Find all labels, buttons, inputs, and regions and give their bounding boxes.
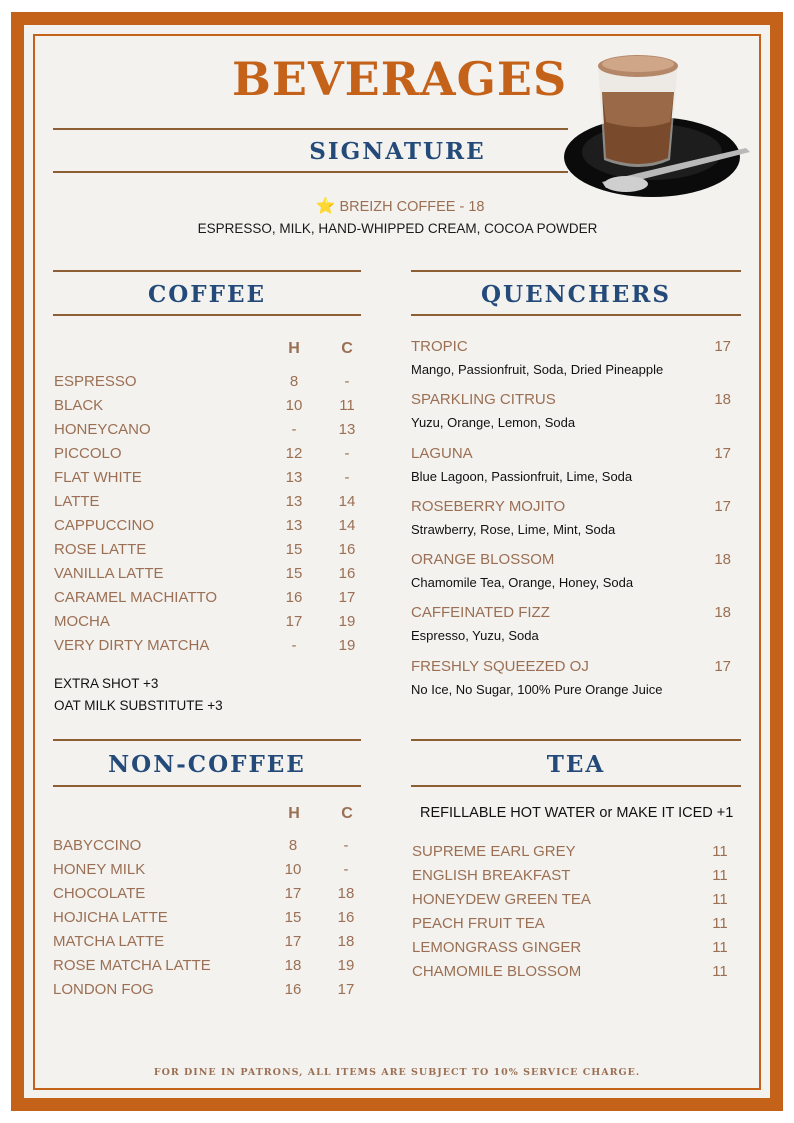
item-name: LONDON FOG (53, 981, 154, 998)
item-cold-price: - (344, 445, 350, 462)
list-item (54, 538, 364, 562)
list-item (411, 498, 731, 551)
item-price: 11 (712, 963, 728, 980)
item-name: VERY DIRTY MATCHA (54, 637, 210, 654)
signature-item (190, 196, 610, 216)
list-item (53, 906, 363, 930)
item-hot-price: 8 (288, 837, 298, 854)
item-name: ROSEBERRY MOJITO (411, 497, 566, 515)
item-hot-price: 17 (284, 933, 302, 950)
list-item (53, 882, 363, 906)
item-price: 18 (714, 391, 731, 409)
item-name: CAPPUCCINO (54, 517, 155, 534)
noncoffee-col-hot: H (288, 805, 300, 822)
item-name: MOCHA (54, 613, 110, 630)
item-name: MATCHA LATTE (53, 933, 165, 950)
item-name: ROSE LATTE (54, 541, 147, 558)
item-hot-price: 13 (285, 469, 303, 486)
item-description: No Ice, No Sugar, 100% Pure Orange Juice (411, 681, 663, 697)
coffee-rule-bottom (53, 314, 361, 316)
item-hot-price: 13 (285, 493, 303, 510)
item-hot-price: 15 (284, 909, 302, 926)
list-item (54, 370, 364, 394)
list-item (53, 834, 363, 858)
signature-rule-bottom (53, 171, 568, 173)
item-hot-price: 15 (285, 565, 303, 582)
item-price: 11 (712, 843, 728, 860)
item-cold-price: 18 (337, 885, 355, 902)
item-cold-price: - (344, 469, 350, 486)
item-name: VANILLA LATTE (54, 565, 164, 582)
item-price: 17 (714, 444, 731, 462)
item-hot-price: 16 (285, 589, 303, 606)
tea-rule-top (411, 739, 741, 741)
item-price: 18 (714, 551, 731, 569)
list-item (411, 391, 731, 444)
signature-heading: SIGNATURE (309, 138, 486, 165)
item-cold-price: 13 (338, 421, 356, 438)
item-cold-price: 19 (337, 957, 355, 974)
list-item (54, 634, 364, 658)
signature-rule-top (53, 128, 568, 130)
item-hot-price: 15 (285, 541, 303, 558)
item-price: 17 (714, 497, 731, 515)
list-item (54, 490, 364, 514)
tea-list (412, 840, 732, 984)
list-item (54, 442, 364, 466)
item-name: LATTE (54, 493, 100, 510)
item-hot-price: 12 (285, 445, 303, 462)
item-name: FRESHLY SQUEEZED OJ (411, 657, 589, 675)
item-price: 11 (712, 867, 728, 884)
quenchers-heading: QUENCHERS (481, 281, 671, 308)
item-cold-price: - (343, 837, 349, 854)
item-cold-price: 19 (338, 613, 356, 630)
item-name: TROPIC (411, 338, 468, 355)
item-name: PICCOLO (54, 445, 122, 462)
list-item (412, 888, 732, 912)
item-cold-price: - (343, 861, 349, 878)
item-name: CHAMOMILE BLOSSOM (412, 963, 582, 980)
tea-note: REFILLABLE HOT WATER or MAKE IT ICED +1 (420, 805, 734, 821)
noncoffee-rule-top (53, 739, 361, 741)
list-item (53, 978, 363, 1002)
item-hot-price: 10 (284, 861, 302, 878)
item-cold-price: 19 (338, 637, 356, 654)
list-item (411, 658, 731, 711)
coffee-rule-top (53, 270, 361, 272)
noncoffee-rule-bottom (53, 785, 361, 787)
service-charge-footer: FOR DINE IN PATRONS, ALL ITEMS ARE SUBJECT TO 10% SERVICE CHARGE. (153, 1067, 641, 1078)
item-description: Yuzu, Orange, Lemon, Soda (411, 415, 576, 431)
item-name: SUPREME EARL GREY (412, 843, 576, 860)
list-item (54, 610, 364, 634)
list-item (54, 514, 364, 538)
coffee-col-cold: C (341, 340, 353, 357)
item-hot-price: 10 (285, 397, 303, 414)
item-cold-price: 18 (337, 933, 355, 950)
item-name: ESPRESSO (54, 373, 137, 390)
item-name: HONEYDEW GREEN TEA (412, 891, 591, 908)
item-description: Strawberry, Rose, Lime, Mint, Soda (411, 521, 616, 537)
noncoffee-col-cold: C (341, 805, 353, 822)
item-name: CHOCOLATE (53, 885, 146, 902)
item-description: Espresso, Yuzu, Soda (411, 628, 539, 644)
item-cold-price: 17 (337, 981, 355, 998)
item-cold-price: 16 (338, 565, 356, 582)
list-item (54, 562, 364, 586)
item-name: HONEYCANO (54, 421, 151, 438)
item-name: CARAMEL MACHIATTO (54, 589, 218, 606)
list-item (54, 394, 364, 418)
item-description: Mango, Passionfruit, Soda, Dried Pineapple (411, 362, 664, 377)
item-hot-price: - (291, 637, 297, 654)
tea-heading: TEA (546, 751, 606, 778)
item-hot-price: 13 (285, 517, 303, 534)
item-name: HONEY MILK (53, 861, 146, 878)
list-item (54, 466, 364, 490)
item-cold-price: 16 (338, 541, 356, 558)
list-item (54, 418, 364, 442)
list-item (412, 912, 732, 936)
page-title: BEVERAGES (232, 52, 568, 106)
item-name: BLACK (54, 397, 104, 414)
item-hot-price: 16 (284, 981, 302, 998)
item-hot-price: 18 (284, 957, 302, 974)
coffee-heading: COFFEE (147, 281, 267, 308)
item-name: HOJICHA LATTE (53, 909, 168, 926)
item-name: ORANGE BLOSSOM (411, 551, 555, 569)
coffee-col-hot: H (288, 340, 300, 357)
noncoffee-heading: NON-COFFEE (108, 751, 306, 778)
item-description: Blue Lagoon, Passionfruit, Lime, Soda (411, 468, 633, 484)
item-hot-price: - (291, 421, 297, 438)
item-cold-price: 14 (338, 517, 356, 534)
item-price: 11 (712, 939, 728, 956)
list-item (412, 960, 732, 984)
item-hot-price: 17 (285, 613, 303, 630)
item-name: PEACH FRUIT TEA (412, 915, 545, 932)
list-item (411, 551, 731, 604)
quenchers-list (411, 338, 731, 711)
list-item (411, 604, 731, 657)
item-cold-price: 11 (339, 397, 355, 414)
list-item (412, 936, 732, 960)
list-item (53, 954, 363, 978)
item-hot-price: 8 (289, 373, 299, 390)
item-price: 18 (714, 604, 731, 622)
signature-description: ESPRESSO, MILK, HAND-WHIPPED CREAM, COCOA POWDER (197, 221, 598, 236)
item-name: CAFFEINATED FIZZ (411, 604, 550, 622)
list-item (53, 930, 363, 954)
item-cold-price: 16 (337, 909, 355, 926)
coffee-glass-photo (560, 52, 760, 202)
item-cold-price: - (344, 373, 350, 390)
item-price: 17 (714, 657, 731, 675)
item-price: 17 (714, 338, 731, 355)
item-description: Chamomile Tea, Orange, Honey, Soda (411, 575, 634, 591)
item-name: SPARKLING CITRUS (411, 391, 556, 409)
list-item (54, 586, 364, 610)
list-item (412, 864, 732, 888)
item-hot-price: 17 (284, 885, 302, 902)
item-name: BABYCCINO (53, 837, 142, 854)
item-name: LEMONGRASS GINGER (412, 939, 582, 956)
list-item (411, 338, 731, 391)
coffee-list (54, 370, 364, 658)
list-item (53, 858, 363, 882)
item-cold-price: 17 (338, 589, 356, 606)
item-name: LAGUNA (411, 444, 473, 462)
signature-item-name: BREIZH COFFEE - 18 (339, 199, 485, 215)
coffee-oat-milk: OAT MILK SUBSTITUTE +3 (54, 698, 223, 713)
item-cold-price: 14 (338, 493, 356, 510)
item-price: 11 (712, 915, 728, 932)
quenchers-rule-bottom (411, 314, 741, 316)
star-icon: ⭐ (315, 198, 336, 215)
coffee-extra-shot: EXTRA SHOT +3 (54, 676, 159, 691)
list-item (411, 445, 731, 498)
item-name: ENGLISH BREAKFAST (412, 867, 571, 884)
noncoffee-list (53, 834, 363, 1002)
quenchers-rule-top (411, 270, 741, 272)
item-price: 11 (712, 891, 728, 908)
list-item (412, 840, 732, 864)
tea-rule-bottom (411, 785, 741, 787)
item-name: FLAT WHITE (54, 469, 142, 486)
item-name: ROSE MATCHA LATTE (53, 957, 211, 974)
